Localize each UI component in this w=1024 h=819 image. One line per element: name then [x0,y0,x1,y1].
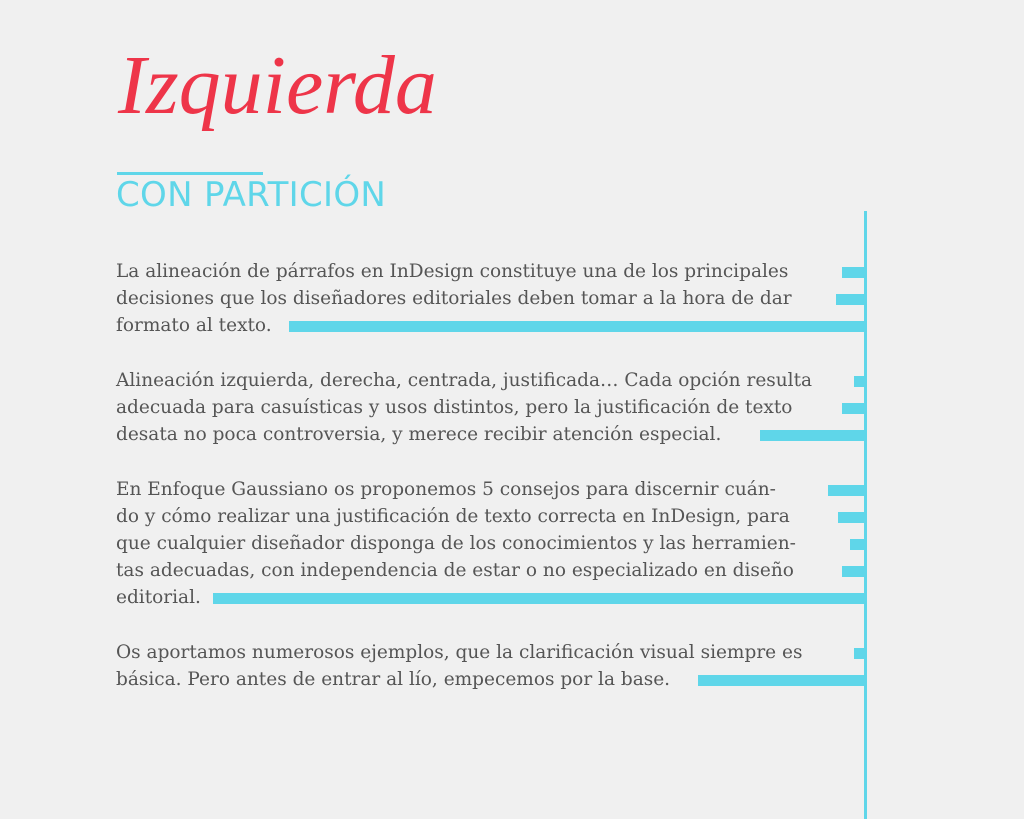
text-line: que cualquier diseñador disponga de los conocimientos y las herramien- [116,533,796,554]
rag-gap-bar [854,376,864,387]
rag-gap-bar [213,593,864,604]
section-subtitle: CON PARTICIÓN [116,175,387,215]
rag-gap-bar [760,430,864,441]
page-title: Izquierda [118,39,437,132]
rag-gap-bar [838,512,864,523]
rag-gap-bar [836,294,864,305]
rag-gap-bar [842,267,864,278]
rag-gap-bar [842,566,864,577]
text-line: adecuada para casuísticas y usos distintos, pero la justificación de texto [116,397,793,418]
text-line: editorial. [116,587,201,608]
text-line: Alineación izquierda, derecha, centrada, justificada… Cada opción resulta [116,370,813,391]
right-margin-guide [864,211,867,819]
rag-gap-bar [698,675,864,686]
rag-gap-bar [289,321,864,332]
rag-gap-bar [842,403,864,414]
text-line: do y cómo realizar una justificación de texto correcta en InDesign, para [116,506,790,527]
text-line: En Enfoque Gaussiano os proponemos 5 consejos para discernir cuán- [116,479,776,500]
text-line: La alineación de párrafos en InDesign constituye una de los principales [116,261,789,282]
rag-gap-bar [854,648,864,659]
rag-gap-bar [828,485,864,496]
text-line: tas adecuadas, con independencia de estar o no especializado en diseño [116,560,794,581]
rag-gap-bar [850,539,864,550]
text-line: decisiones que los diseñadores editoriales deben tomar a la hora de dar [116,288,792,309]
text-line: básica. Pero antes de entrar al lío, empecemos por la base. [116,669,671,690]
text-line: desata no poca controversia, y merece recibir atención especial. [116,424,722,445]
text-line: formato al texto. [116,315,272,336]
text-line: Os aportamos numerosos ejemplos, que la clarificación visual siempre es [116,642,803,663]
